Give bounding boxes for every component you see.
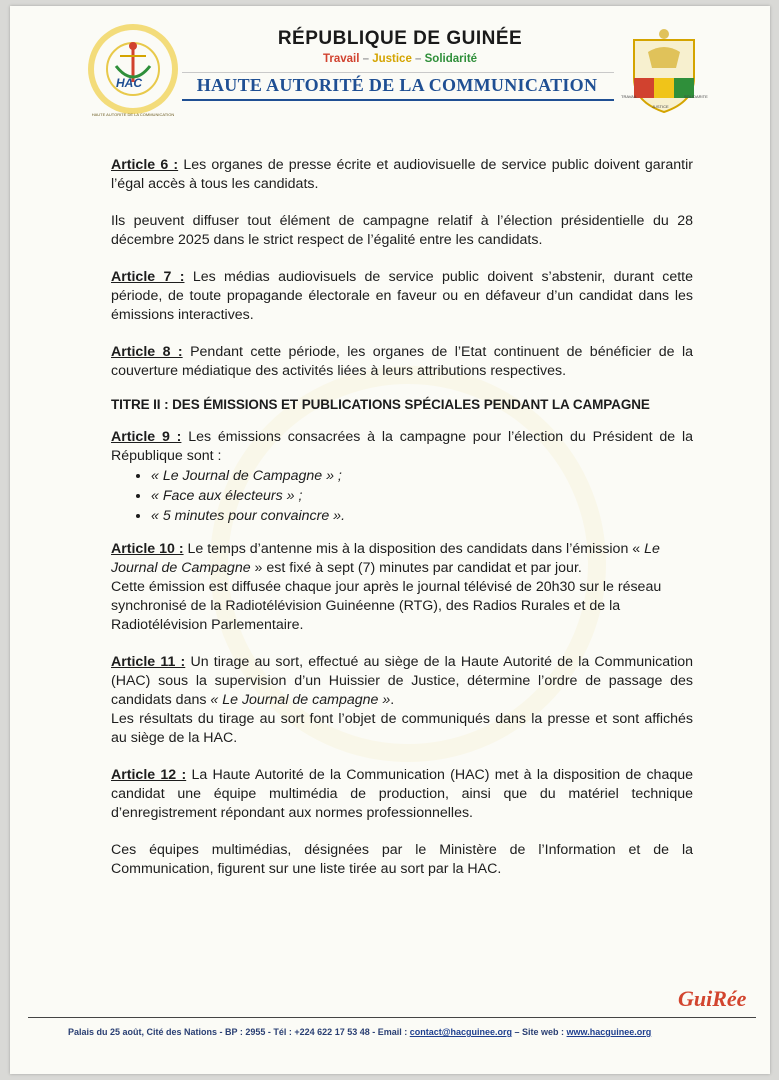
footer-contact: - BP : 2955 - Tél : +224 622 17 53 48 - Email : bbox=[217, 1027, 410, 1037]
article-10-paragraph-2: Cette émission est diffusée chaque jour après le journal télévisé de 20h30 sur le réseau synchronisé de la Radiotélévision Guinéenne (RTG), des Radios Rurales et de la Radiotélévision Parlementaire. bbox=[111, 579, 662, 633]
source-watermark-logo: GuiRée bbox=[678, 986, 747, 1011]
article-text: Les organes de presse écrite et audiovisuelle de service public doivent garantir l’égal accès à tous les candidats. bbox=[111, 157, 693, 192]
article-text: . bbox=[390, 692, 395, 708]
article-12 bbox=[111, 766, 693, 823]
motto-solidarity: Solidarité bbox=[424, 53, 478, 65]
emblem-text-solidarity: SOLIDARITE bbox=[684, 94, 708, 99]
motto-separator: – bbox=[411, 53, 425, 65]
broadcast-list bbox=[111, 466, 693, 526]
list-item: • « Face aux électeurs » ; bbox=[151, 486, 693, 506]
emblem-text-work: TRAVAIL bbox=[621, 94, 638, 99]
letterhead bbox=[10, 6, 770, 124]
national-motto bbox=[190, 53, 610, 65]
article-11 bbox=[111, 653, 693, 710]
emblem-text-justice: JUSTICE bbox=[652, 104, 669, 109]
section-title: TITRE II : DES ÉMISSIONS ET PUBLICATIONS SPÉCIALES PENDANT LA CAMPAGNE bbox=[111, 397, 650, 412]
article-7 bbox=[111, 268, 693, 325]
document-page bbox=[10, 6, 770, 1074]
hac-logo-text: HAC bbox=[116, 76, 142, 90]
article-label: Article 9 : bbox=[111, 429, 182, 445]
article-text: Les médias audiovisuels de service public doivent s’abstenir, durant cette période, de toute propagande électorale en faveur ou en défaveur d’un candidat dans les émissions interactives. bbox=[111, 269, 694, 323]
article-text: La Haute Autorité de la Communication (HAC) met à la disposition de chaque candidat une équipe multimédia de production, ainsi que du matériel technique d’enregistrement répondant aux normes professionnelles. bbox=[111, 767, 694, 821]
article-12-paragraph-2: Ces équipes multimédias, désignées par le Ministère de l’Information et de la Communication, figurent sur une liste tirée au sort par la HAC. bbox=[111, 842, 693, 877]
motto-separator: – bbox=[359, 53, 373, 65]
authority-title: HAUTE AUTORITÉ DE LA COMMUNICATION bbox=[196, 75, 598, 95]
footer bbox=[68, 1027, 768, 1037]
footer-address: Palais du 25 août, Cité des Nations bbox=[68, 1027, 218, 1037]
article-text: » est fixé à sept (7) minutes par candidat et par jour. bbox=[250, 560, 582, 576]
hac-logo-ring-text: HAUTE AUTORITE DE LA COMMUNICATION bbox=[91, 112, 175, 117]
national-emblem bbox=[618, 20, 710, 116]
hac-logo bbox=[86, 22, 180, 116]
show-title: « Le Journal de campagne » bbox=[210, 692, 391, 708]
article-label: Article 11 : bbox=[111, 654, 186, 670]
header-divider-thin bbox=[182, 72, 614, 73]
website-link[interactable]: www.hacguinee.org bbox=[566, 1027, 652, 1037]
article-label: Article 12 : bbox=[111, 767, 187, 783]
article-10 bbox=[111, 540, 693, 578]
show-title: Le Journal de Campagne bbox=[111, 541, 660, 576]
article-label: Article 10 : bbox=[111, 541, 184, 557]
footer-divider bbox=[28, 1017, 756, 1018]
header-divider bbox=[182, 99, 614, 101]
motto-justice: Justice bbox=[372, 53, 412, 65]
article-text: Pendant cette période, les organes de l’Etat continuent de bénéficier de la couverture médiatique des activités liées à leurs attributions respectives. bbox=[111, 344, 693, 379]
country-title: RÉPUBLIQUE DE GUINÉE bbox=[277, 28, 523, 49]
list-item: • « 5 minutes pour convaincre ». bbox=[151, 506, 693, 526]
email-link[interactable]: contact@hacguinee.org bbox=[409, 1027, 513, 1037]
article-label: Article 6 : bbox=[111, 157, 179, 173]
article-6-paragraph-2: Ils peuvent diffuser tout élément de campagne relatif à l’élection présidentielle du 28 décembre 2025 dans le strict respect de l’égalité entre les candidats. bbox=[111, 213, 693, 248]
footer-site-label: – Site web : bbox=[512, 1027, 567, 1037]
article-label: Article 8 : bbox=[111, 344, 183, 360]
motto-work: Travail bbox=[322, 53, 360, 65]
article-label: Article 7 : bbox=[111, 269, 185, 285]
article-11-paragraph-2: Les résultats du tirage au sort font l’objet de communiqués dans la presse et sont affichés au siège de la HAC. bbox=[111, 711, 693, 746]
article-text: Un tirage au sort, effectué au siège de la Haute Autorité de la Communication (HAC) sous la supervision d’un Huissier de Justice, détermine l’ordre de passage des candidats dans bbox=[111, 654, 693, 708]
article-text: Le temps d’antenne mis à la disposition des candidats dans l’émission « bbox=[183, 541, 645, 557]
article-text: Les émissions consacrées à la campagne pour l’élection du Président de la République sont : bbox=[111, 429, 693, 464]
list-item: • « Le Journal de Campagne » ; bbox=[151, 466, 693, 486]
document-body bbox=[111, 156, 693, 879]
article-9 bbox=[111, 428, 693, 466]
article-6 bbox=[111, 156, 693, 194]
article-8 bbox=[111, 343, 693, 381]
